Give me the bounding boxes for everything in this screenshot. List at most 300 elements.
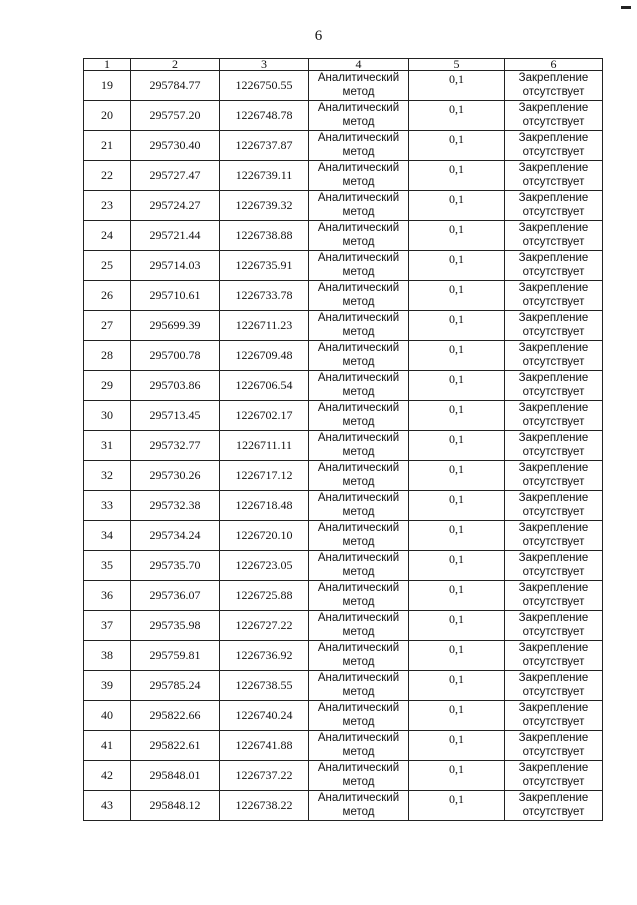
method-line-2: метод: [342, 146, 375, 158]
table-row: [84, 581, 603, 611]
accuracy-value: 0,1: [449, 102, 464, 116]
y-coordinate-cell: 1226709.48: [220, 341, 309, 371]
table-row: [84, 491, 603, 521]
fixation-line-2: отсутствует: [522, 386, 585, 398]
table-row: [84, 611, 603, 641]
fixation-cell: [505, 701, 603, 731]
method-cell: [309, 491, 409, 521]
method-line-1: Аналитический: [317, 612, 400, 624]
fixation-line-1: Закрепление: [518, 522, 589, 534]
table-row: [84, 101, 603, 131]
fixation-line-2: отсутствует: [522, 806, 585, 818]
method-line-1: Аналитический: [317, 432, 400, 444]
fixation-line-1: Закрепление: [518, 552, 589, 564]
fixation-line-1: Закрепление: [518, 312, 589, 324]
table-row: [84, 161, 603, 191]
fixation-line-1: Закрепление: [518, 192, 589, 204]
accuracy-cell: [409, 761, 505, 791]
table-row: [84, 461, 603, 491]
method-cell: [309, 311, 409, 341]
method-cell: [309, 251, 409, 281]
x-coordinate-cell: 295721.44: [131, 221, 220, 251]
point-number-cell: 36: [84, 581, 131, 611]
fixation-line-1: Закрепление: [518, 342, 589, 354]
method-cell: [309, 761, 409, 791]
method-cell: [309, 641, 409, 671]
fixation-line-1: Закрепление: [518, 762, 589, 774]
accuracy-cell: [409, 611, 505, 641]
x-coordinate-cell: 295703.86: [131, 371, 220, 401]
method-line-1: Аналитический: [317, 522, 400, 534]
method-line-2: метод: [342, 686, 375, 698]
y-coordinate-cell: 1226738.22: [220, 791, 309, 821]
fixation-cell: [505, 641, 603, 671]
x-coordinate-cell: 295735.70: [131, 551, 220, 581]
method-cell: [309, 671, 409, 701]
method-line-2: метод: [342, 596, 375, 608]
table-row: [84, 761, 603, 791]
x-coordinate-cell: 295730.26: [131, 461, 220, 491]
point-number-cell: 27: [84, 311, 131, 341]
accuracy-cell: [409, 371, 505, 401]
method-line-2: метод: [342, 746, 375, 758]
x-coordinate-cell: 295700.78: [131, 341, 220, 371]
x-coordinate-cell: 295735.98: [131, 611, 220, 641]
point-number-cell: 26: [84, 281, 131, 311]
fixation-line-2: отсутствует: [522, 746, 585, 758]
fixation-cell: [505, 611, 603, 641]
point-number-cell: 31: [84, 431, 131, 461]
fixation-line-1: Закрепление: [518, 792, 589, 804]
fixation-line-1: Закрепление: [518, 432, 589, 444]
fixation-line-2: отсутствует: [522, 596, 585, 608]
table-row: [84, 791, 603, 821]
method-line-1: Аналитический: [317, 282, 400, 294]
y-coordinate-cell: 1226739.32: [220, 191, 309, 221]
method-line-2: метод: [342, 446, 375, 458]
point-number-cell: 22: [84, 161, 131, 191]
accuracy-cell: [409, 161, 505, 191]
accuracy-cell: [409, 641, 505, 671]
fixation-cell: [505, 461, 603, 491]
fixation-line-2: отсутствует: [522, 206, 585, 218]
accuracy-cell: [409, 101, 505, 131]
fixation-cell: [505, 491, 603, 521]
header-col-5: 5: [409, 59, 505, 71]
fixation-cell: [505, 311, 603, 341]
method-line-1: Аналитический: [317, 672, 400, 684]
fixation-line-2: отсутствует: [522, 116, 585, 128]
accuracy-cell: [409, 401, 505, 431]
x-coordinate-cell: 295727.47: [131, 161, 220, 191]
fixation-line-1: Закрепление: [518, 672, 589, 684]
fixation-cell: [505, 401, 603, 431]
method-cell: [309, 161, 409, 191]
table-row: [84, 341, 603, 371]
y-coordinate-cell: 1226706.54: [220, 371, 309, 401]
y-coordinate-cell: 1226740.24: [220, 701, 309, 731]
header-row: [84, 59, 603, 71]
accuracy-value: 0,1: [449, 312, 464, 326]
point-number-cell: 21: [84, 131, 131, 161]
accuracy-cell: [409, 311, 505, 341]
fixation-line-2: отсутствует: [522, 176, 585, 188]
y-coordinate-cell: 1226717.12: [220, 461, 309, 491]
method-line-2: метод: [342, 656, 375, 668]
method-line-1: Аналитический: [317, 72, 400, 84]
method-cell: [309, 611, 409, 641]
fixation-line-2: отсутствует: [522, 236, 585, 248]
x-coordinate-cell: 295848.12: [131, 791, 220, 821]
fixation-cell: [505, 341, 603, 371]
method-line-1: Аналитический: [317, 222, 400, 234]
fixation-cell: [505, 521, 603, 551]
accuracy-cell: [409, 491, 505, 521]
accuracy-cell: [409, 191, 505, 221]
point-number-cell: 23: [84, 191, 131, 221]
y-coordinate-cell: 1226737.87: [220, 131, 309, 161]
point-number-cell: 34: [84, 521, 131, 551]
accuracy-cell: [409, 131, 505, 161]
method-line-2: метод: [342, 566, 375, 578]
accuracy-value: 0,1: [449, 792, 464, 806]
method-line-1: Аналитический: [317, 342, 400, 354]
method-cell: [309, 521, 409, 551]
method-line-1: Аналитический: [317, 552, 400, 564]
fixation-cell: [505, 101, 603, 131]
accuracy-value: 0,1: [449, 222, 464, 236]
point-number-cell: 35: [84, 551, 131, 581]
fixation-line-2: отсутствует: [522, 416, 585, 428]
accuracy-value: 0,1: [449, 522, 464, 536]
fixation-line-1: Закрепление: [518, 642, 589, 654]
fixation-line-2: отсутствует: [522, 566, 585, 578]
accuracy-cell: [409, 791, 505, 821]
accuracy-cell: [409, 581, 505, 611]
method-cell: [309, 131, 409, 161]
method-line-1: Аналитический: [317, 162, 400, 174]
fixation-line-1: Закрепление: [518, 402, 589, 414]
fixation-line-1: Закрепление: [518, 582, 589, 594]
fixation-line-2: отсутствует: [522, 146, 585, 158]
method-cell: [309, 461, 409, 491]
x-coordinate-cell: 295848.01: [131, 761, 220, 791]
fixation-line-2: отсутствует: [522, 446, 585, 458]
accuracy-value: 0,1: [449, 192, 464, 206]
x-coordinate-cell: 295713.45: [131, 401, 220, 431]
table-row: [84, 131, 603, 161]
fixation-line-2: отсутствует: [522, 506, 585, 518]
header-col-1: 1: [84, 59, 131, 71]
table-body: [84, 71, 603, 821]
fixation-line-1: Закрепление: [518, 252, 589, 264]
x-coordinate-cell: 295724.27: [131, 191, 220, 221]
accuracy-cell: [409, 521, 505, 551]
point-number-cell: 25: [84, 251, 131, 281]
y-coordinate-cell: 1226741.88: [220, 731, 309, 761]
corner-mark: [621, 6, 631, 9]
accuracy-value: 0,1: [449, 132, 464, 146]
method-line-2: метод: [342, 536, 375, 548]
y-coordinate-cell: 1226711.11: [220, 431, 309, 461]
fixation-line-1: Закрепление: [518, 282, 589, 294]
method-line-2: метод: [342, 326, 375, 338]
fixation-cell: [505, 281, 603, 311]
accuracy-value: 0,1: [449, 732, 464, 746]
coordinates-table: [83, 58, 603, 821]
point-number-cell: 30: [84, 401, 131, 431]
method-line-1: Аналитический: [317, 402, 400, 414]
header-col-3: 3: [220, 59, 309, 71]
method-line-2: метод: [342, 236, 375, 248]
method-line-1: Аналитический: [317, 312, 400, 324]
x-coordinate-cell: 295757.20: [131, 101, 220, 131]
method-line-2: метод: [342, 626, 375, 638]
point-number-cell: 19: [84, 71, 131, 101]
fixation-cell: [505, 161, 603, 191]
method-cell: [309, 551, 409, 581]
accuracy-cell: [409, 701, 505, 731]
y-coordinate-cell: 1226718.48: [220, 491, 309, 521]
method-cell: [309, 431, 409, 461]
point-number-cell: 32: [84, 461, 131, 491]
method-line-2: метод: [342, 86, 375, 98]
point-number-cell: 29: [84, 371, 131, 401]
method-line-2: метод: [342, 296, 375, 308]
table-row: [84, 251, 603, 281]
x-coordinate-cell: 295785.24: [131, 671, 220, 701]
method-cell: [309, 731, 409, 761]
fixation-line-2: отсутствует: [522, 716, 585, 728]
x-coordinate-cell: 295734.24: [131, 521, 220, 551]
accuracy-cell: [409, 251, 505, 281]
fixation-line-2: отсутствует: [522, 626, 585, 638]
method-line-1: Аналитический: [317, 372, 400, 384]
method-line-2: метод: [342, 476, 375, 488]
table-row: [84, 401, 603, 431]
fixation-line-2: отсутствует: [522, 326, 585, 338]
method-line-2: метод: [342, 176, 375, 188]
point-number-cell: 20: [84, 101, 131, 131]
table-row: [84, 191, 603, 221]
table-row: [84, 671, 603, 701]
point-number-cell: 38: [84, 641, 131, 671]
fixation-line-1: Закрепление: [518, 222, 589, 234]
fixation-line-1: Закрепление: [518, 492, 589, 504]
method-line-2: метод: [342, 356, 375, 368]
accuracy-value: 0,1: [449, 282, 464, 296]
point-number-cell: 40: [84, 701, 131, 731]
accuracy-value: 0,1: [449, 552, 464, 566]
fixation-line-1: Закрепление: [518, 462, 589, 474]
header-col-2: 2: [131, 59, 220, 71]
point-number-cell: 28: [84, 341, 131, 371]
accuracy-value: 0,1: [449, 672, 464, 686]
method-cell: [309, 71, 409, 101]
point-number-cell: 37: [84, 611, 131, 641]
table-row: [84, 221, 603, 251]
y-coordinate-cell: 1226725.88: [220, 581, 309, 611]
method-line-1: Аналитический: [317, 642, 400, 654]
table-row: [84, 731, 603, 761]
accuracy-value: 0,1: [449, 462, 464, 476]
x-coordinate-cell: 295699.39: [131, 311, 220, 341]
method-line-2: метод: [342, 776, 375, 788]
header-col-6: 6: [505, 59, 603, 71]
x-coordinate-cell: 295784.77: [131, 71, 220, 101]
method-line-1: Аналитический: [317, 192, 400, 204]
fixation-line-2: отсутствует: [522, 356, 585, 368]
accuracy-cell: [409, 431, 505, 461]
method-line-2: метод: [342, 716, 375, 728]
accuracy-value: 0,1: [449, 492, 464, 506]
accuracy-value: 0,1: [449, 762, 464, 776]
table-row: [84, 431, 603, 461]
accuracy-value: 0,1: [449, 612, 464, 626]
table-header: [84, 59, 603, 71]
fixation-line-2: отсутствует: [522, 476, 585, 488]
fixation-line-1: Закрепление: [518, 732, 589, 744]
x-coordinate-cell: 295732.77: [131, 431, 220, 461]
method-cell: [309, 371, 409, 401]
fixation-cell: [505, 371, 603, 401]
method-line-1: Аналитический: [317, 102, 400, 114]
method-cell: [309, 701, 409, 731]
accuracy-value: 0,1: [449, 702, 464, 716]
fixation-cell: [505, 761, 603, 791]
fixation-line-2: отсутствует: [522, 86, 585, 98]
method-line-1: Аналитический: [317, 252, 400, 264]
fixation-cell: [505, 791, 603, 821]
fixation-line-1: Закрепление: [518, 372, 589, 384]
fixation-cell: [505, 221, 603, 251]
x-coordinate-cell: 295822.61: [131, 731, 220, 761]
y-coordinate-cell: 1226738.88: [220, 221, 309, 251]
y-coordinate-cell: 1226733.78: [220, 281, 309, 311]
method-line-2: метод: [342, 116, 375, 128]
fixation-cell: [505, 71, 603, 101]
x-coordinate-cell: 295710.61: [131, 281, 220, 311]
accuracy-cell: [409, 221, 505, 251]
fixation-cell: [505, 431, 603, 461]
table-row: [84, 701, 603, 731]
y-coordinate-cell: 1226737.22: [220, 761, 309, 791]
y-coordinate-cell: 1226739.11: [220, 161, 309, 191]
method-line-1: Аналитический: [317, 702, 400, 714]
method-line-1: Аналитический: [317, 462, 400, 474]
point-number-cell: 43: [84, 791, 131, 821]
table-row: [84, 71, 603, 101]
y-coordinate-cell: 1226738.55: [220, 671, 309, 701]
method-line-2: метод: [342, 506, 375, 518]
accuracy-value: 0,1: [449, 582, 464, 596]
accuracy-cell: [409, 461, 505, 491]
method-cell: [309, 101, 409, 131]
method-line-1: Аналитический: [317, 732, 400, 744]
x-coordinate-cell: 295759.81: [131, 641, 220, 671]
method-cell: [309, 791, 409, 821]
accuracy-value: 0,1: [449, 342, 464, 356]
fixation-cell: [505, 191, 603, 221]
fixation-cell: [505, 551, 603, 581]
method-line-2: метод: [342, 806, 375, 818]
method-line-1: Аналитический: [317, 132, 400, 144]
y-coordinate-cell: 1226727.22: [220, 611, 309, 641]
y-coordinate-cell: 1226720.10: [220, 521, 309, 551]
point-number-cell: 24: [84, 221, 131, 251]
fixation-cell: [505, 731, 603, 761]
method-line-1: Аналитический: [317, 492, 400, 504]
accuracy-value: 0,1: [449, 432, 464, 446]
method-cell: [309, 401, 409, 431]
fixation-cell: [505, 131, 603, 161]
accuracy-cell: [409, 341, 505, 371]
fixation-line-2: отсутствует: [522, 776, 585, 788]
accuracy-cell: [409, 281, 505, 311]
method-line-1: Аналитический: [317, 792, 400, 804]
method-line-2: метод: [342, 266, 375, 278]
fixation-line-2: отсутствует: [522, 296, 585, 308]
accuracy-value: 0,1: [449, 402, 464, 416]
accuracy-value: 0,1: [449, 72, 464, 86]
method-line-2: метод: [342, 386, 375, 398]
point-number-cell: 39: [84, 671, 131, 701]
point-number-cell: 41: [84, 731, 131, 761]
accuracy-value: 0,1: [449, 252, 464, 266]
y-coordinate-cell: 1226736.92: [220, 641, 309, 671]
fixation-line-1: Закрепление: [518, 162, 589, 174]
y-coordinate-cell: 1226748.78: [220, 101, 309, 131]
fixation-cell: [505, 251, 603, 281]
accuracy-value: 0,1: [449, 642, 464, 656]
point-number-cell: 42: [84, 761, 131, 791]
method-cell: [309, 581, 409, 611]
y-coordinate-cell: 1226735.91: [220, 251, 309, 281]
fixation-line-2: отсутствует: [522, 656, 585, 668]
table-row: [84, 281, 603, 311]
fixation-cell: [505, 581, 603, 611]
accuracy-value: 0,1: [449, 162, 464, 176]
y-coordinate-cell: 1226711.23: [220, 311, 309, 341]
method-cell: [309, 341, 409, 371]
accuracy-cell: [409, 551, 505, 581]
table-row: [84, 551, 603, 581]
table-row: [84, 311, 603, 341]
fixation-line-2: отсутствует: [522, 686, 585, 698]
method-cell: [309, 281, 409, 311]
x-coordinate-cell: 295822.66: [131, 701, 220, 731]
method-line-1: Аналитический: [317, 762, 400, 774]
fixation-line-1: Закрепление: [518, 612, 589, 624]
page-number: 6: [314, 28, 323, 44]
accuracy-cell: [409, 71, 505, 101]
table-row: [84, 371, 603, 401]
accuracy-value: 0,1: [449, 372, 464, 386]
fixation-line-1: Закрепление: [518, 72, 589, 84]
x-coordinate-cell: 295714.03: [131, 251, 220, 281]
y-coordinate-cell: 1226750.55: [220, 71, 309, 101]
method-line-1: Аналитический: [317, 582, 400, 594]
table-row: [84, 521, 603, 551]
x-coordinate-cell: 295730.40: [131, 131, 220, 161]
method-cell: [309, 221, 409, 251]
fixation-cell: [505, 671, 603, 701]
accuracy-cell: [409, 671, 505, 701]
method-line-2: метод: [342, 206, 375, 218]
fixation-line-1: Закрепление: [518, 702, 589, 714]
x-coordinate-cell: 295732.38: [131, 491, 220, 521]
fixation-line-1: Закрепление: [518, 132, 589, 144]
